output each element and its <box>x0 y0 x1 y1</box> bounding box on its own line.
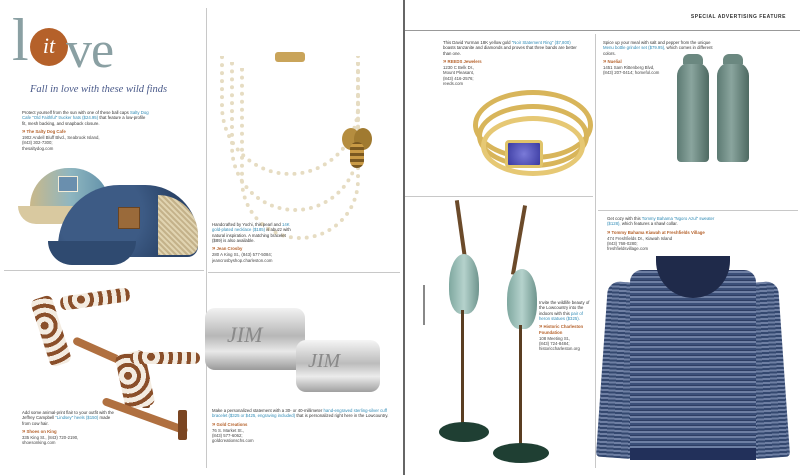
store-phone: (843) 768-0280; <box>607 241 638 247</box>
ring-description <box>443 40 583 94</box>
column-divider <box>595 34 596 468</box>
hats-store-name[interactable]: The Salty Dog Cafe <box>26 128 66 134</box>
store-phone: (843) 302-7300; <box>22 140 53 146</box>
silver-cuff-image-2 <box>296 340 380 392</box>
hats-text: Protect yourself from the sun with one of these ball caps <box>22 110 130 115</box>
store-address: 108 Meeting St., <box>539 335 571 341</box>
store-phone: (843) 416-2576; <box>443 75 474 81</box>
logo-letter-l: l <box>12 7 29 73</box>
sandals-product-link[interactable]: "Lindsey" heels ($150) <box>55 415 99 421</box>
header-rule <box>405 30 800 31</box>
tagline: Fall in love with these wild finds <box>30 84 168 95</box>
cuffs-description <box>212 408 392 468</box>
ring-store-name[interactable]: REEDS Jewelers <box>447 58 482 64</box>
row-divider <box>405 196 593 197</box>
necklace-description <box>212 222 292 268</box>
navy-cap-image <box>48 185 198 273</box>
sandals-store: » Shoes on King 335 King St., (843) 720-2190, shoesonking.com <box>22 428 79 446</box>
store-website[interactable]: thesaltydog.com <box>22 145 54 151</box>
grinders-store: » Nuelial 1451 Sam Rittenberg Blvd, (843) 207-0414; homefol.com <box>603 58 660 76</box>
sandals-description <box>22 410 114 460</box>
store-address: 76 S. Market St., <box>212 427 245 433</box>
store-website[interactable]: goldcreationschs.com <box>212 438 254 444</box>
herons-text: Invite the wildlife beauty of the Lowcountry into the indoors with this <box>539 300 590 316</box>
ring-text-end: boasts tanzanite and diamonds and proves that three bands are better than one. <box>443 45 577 56</box>
store-address: 1451 Sam Rittenberg Blvd, <box>603 65 655 71</box>
silver-cuff-image <box>205 308 305 370</box>
hats-product-link[interactable]: Salty Dog Cafe "Old Faithful" trucker hats ($24.95) <box>22 110 149 121</box>
grinders-text: Spice up your meal with salt and pepper from the unique <box>603 40 711 45</box>
store-address: 1230 C Belk Dr., <box>443 65 475 71</box>
column-divider <box>206 8 207 468</box>
logo-it-circle: it <box>30 28 68 66</box>
cuffs-text: Make a personalized statement with a 30- or 40-millimeter <box>212 408 324 413</box>
grinders-product-link[interactable]: Menu bottle grinder set ($79.95), <box>603 45 666 51</box>
store-website[interactable]: freshfieldsvillage.com <box>607 246 649 252</box>
store-website[interactable]: historiccharleston.org <box>539 346 580 352</box>
hats-description <box>22 110 150 166</box>
herons-store-name[interactable]: Historic Charleston Foundation <box>539 324 584 336</box>
sandals-text-end: made from cow hair. <box>22 415 111 426</box>
store-phone: (843) 724-8484; <box>539 341 570 347</box>
gold-ring-image <box>473 90 593 180</box>
store-address: 280 A King St., (843) 577-5084; <box>212 252 272 258</box>
necklace-store: » Jean Crosby 280 A King St., (843) 577-5084; jeancrosbyshop.charleston.com <box>212 246 273 263</box>
necklace-store-name[interactable]: Jean Crosby <box>216 246 243 252</box>
cuff-monogram: JIM <box>227 322 263 347</box>
store-website[interactable]: shoesonking.com <box>22 440 56 446</box>
grinders-text-end: which comes in different colors. <box>603 45 713 56</box>
bee-pendant <box>340 128 374 168</box>
store-address: 474 Freshfields Dr., Kiawah Island <box>607 235 673 241</box>
herons-store: » Historic Charleston Foundation 108 Meeting St., (843) 724-8484; historiccharleston.org <box>539 324 584 352</box>
love-logo <box>4 6 194 79</box>
advertising-banner: SPECIAL ADVERTISING FEATURE <box>690 14 786 20</box>
tanzanite-stone <box>505 140 543 168</box>
cuffs-product-link[interactable]: hand-engraved sterling-silver cuff bracelet ($325 or $425, engraving included) <box>212 408 387 419</box>
shawl-collar-sweater-image <box>600 250 786 465</box>
column-marker <box>423 285 425 325</box>
ring-store: » REEDS Jewelers 1230 C Belk Dr., Mount Pleasant, (843) 416-2576; reeds.com <box>443 58 482 87</box>
salt-grinder-image <box>677 62 709 162</box>
store-website[interactable]: jeancrosbyshop.charleston.com <box>212 257 273 263</box>
necklace-text-end: is abuzz with natural inspiration. A matching bracelet ($89) is also available. <box>212 227 291 243</box>
logo-letters-ve: ve <box>66 22 114 79</box>
sandals-store-name[interactable]: Shoes on King <box>26 428 57 434</box>
cuffs-text-end: that is personalized right here in the Lowcountry. <box>295 413 389 419</box>
ring-product-link[interactable]: "Noir Statement Ring" ($7,800) <box>511 40 571 45</box>
pepper-grinder-image <box>717 62 749 162</box>
sweater-store-name[interactable]: Tommy Bahama Kiawah at Freshfields Village <box>611 229 705 235</box>
hats-store: » The Salty Dog Cafe 1902 Andell Bluff Blvd., Seabrook Island, (843) 302-7300; thesaltydog.com <box>22 128 100 151</box>
sweater-store: » Tommy Bahama Kiawah at Freshfields Village 474 Freshfields Dr., Kiawah Island (843) 768-0280; freshfieldsvillage.com <box>607 229 705 252</box>
cuff-monogram: JIM <box>308 350 341 372</box>
row-divider <box>208 272 400 273</box>
store-address: 1902 Andell Bluff Blvd., Seabrook Island, <box>22 135 100 141</box>
sweater-text-end: which features a shawl collar. <box>620 221 678 227</box>
sweater-text: Get cozy with this <box>607 216 642 221</box>
row-divider <box>598 210 798 211</box>
cuffs-store: » Gold Creations 76 S. Market St., (843) 577-6062; goldcreationschs.com <box>212 421 254 444</box>
necklace-product-link[interactable]: 14K gold-plated necklace ($185) <box>212 222 290 233</box>
herons-description <box>539 300 593 366</box>
store-address: 335 King St., (843) 720-2190, <box>22 435 79 441</box>
store-phone: (843) 577-6062; <box>212 433 243 439</box>
sweater-product-link[interactable]: Tommy Bahama "Ngoro Azul" sweater ($128), <box>607 216 715 227</box>
necklace-text: Handcrafted by Yochi, this pearl and <box>212 222 282 227</box>
sandals-text: Add some animal-print flair to your outfit with the Jeffrey Campbell <box>22 410 114 421</box>
pearl-necklace-image <box>210 52 380 242</box>
store-website[interactable]: (843) 207-0414; homefol.com <box>603 70 660 76</box>
grinders-store-name[interactable]: Nuelial <box>607 58 622 64</box>
store-website[interactable]: reeds.com <box>443 81 464 87</box>
cuffs-store-name[interactable]: Gold Creations <box>216 421 248 427</box>
ring-text: This David Yurman 18K yellow gold <box>443 40 512 45</box>
store-city: Mount Pleasant, <box>443 70 475 76</box>
hats-text-end: that feature a low-profile fit, mesh backing, and snapback closure. <box>22 115 146 126</box>
herons-product-link[interactable]: pair of heron statues ($325). <box>539 310 583 321</box>
